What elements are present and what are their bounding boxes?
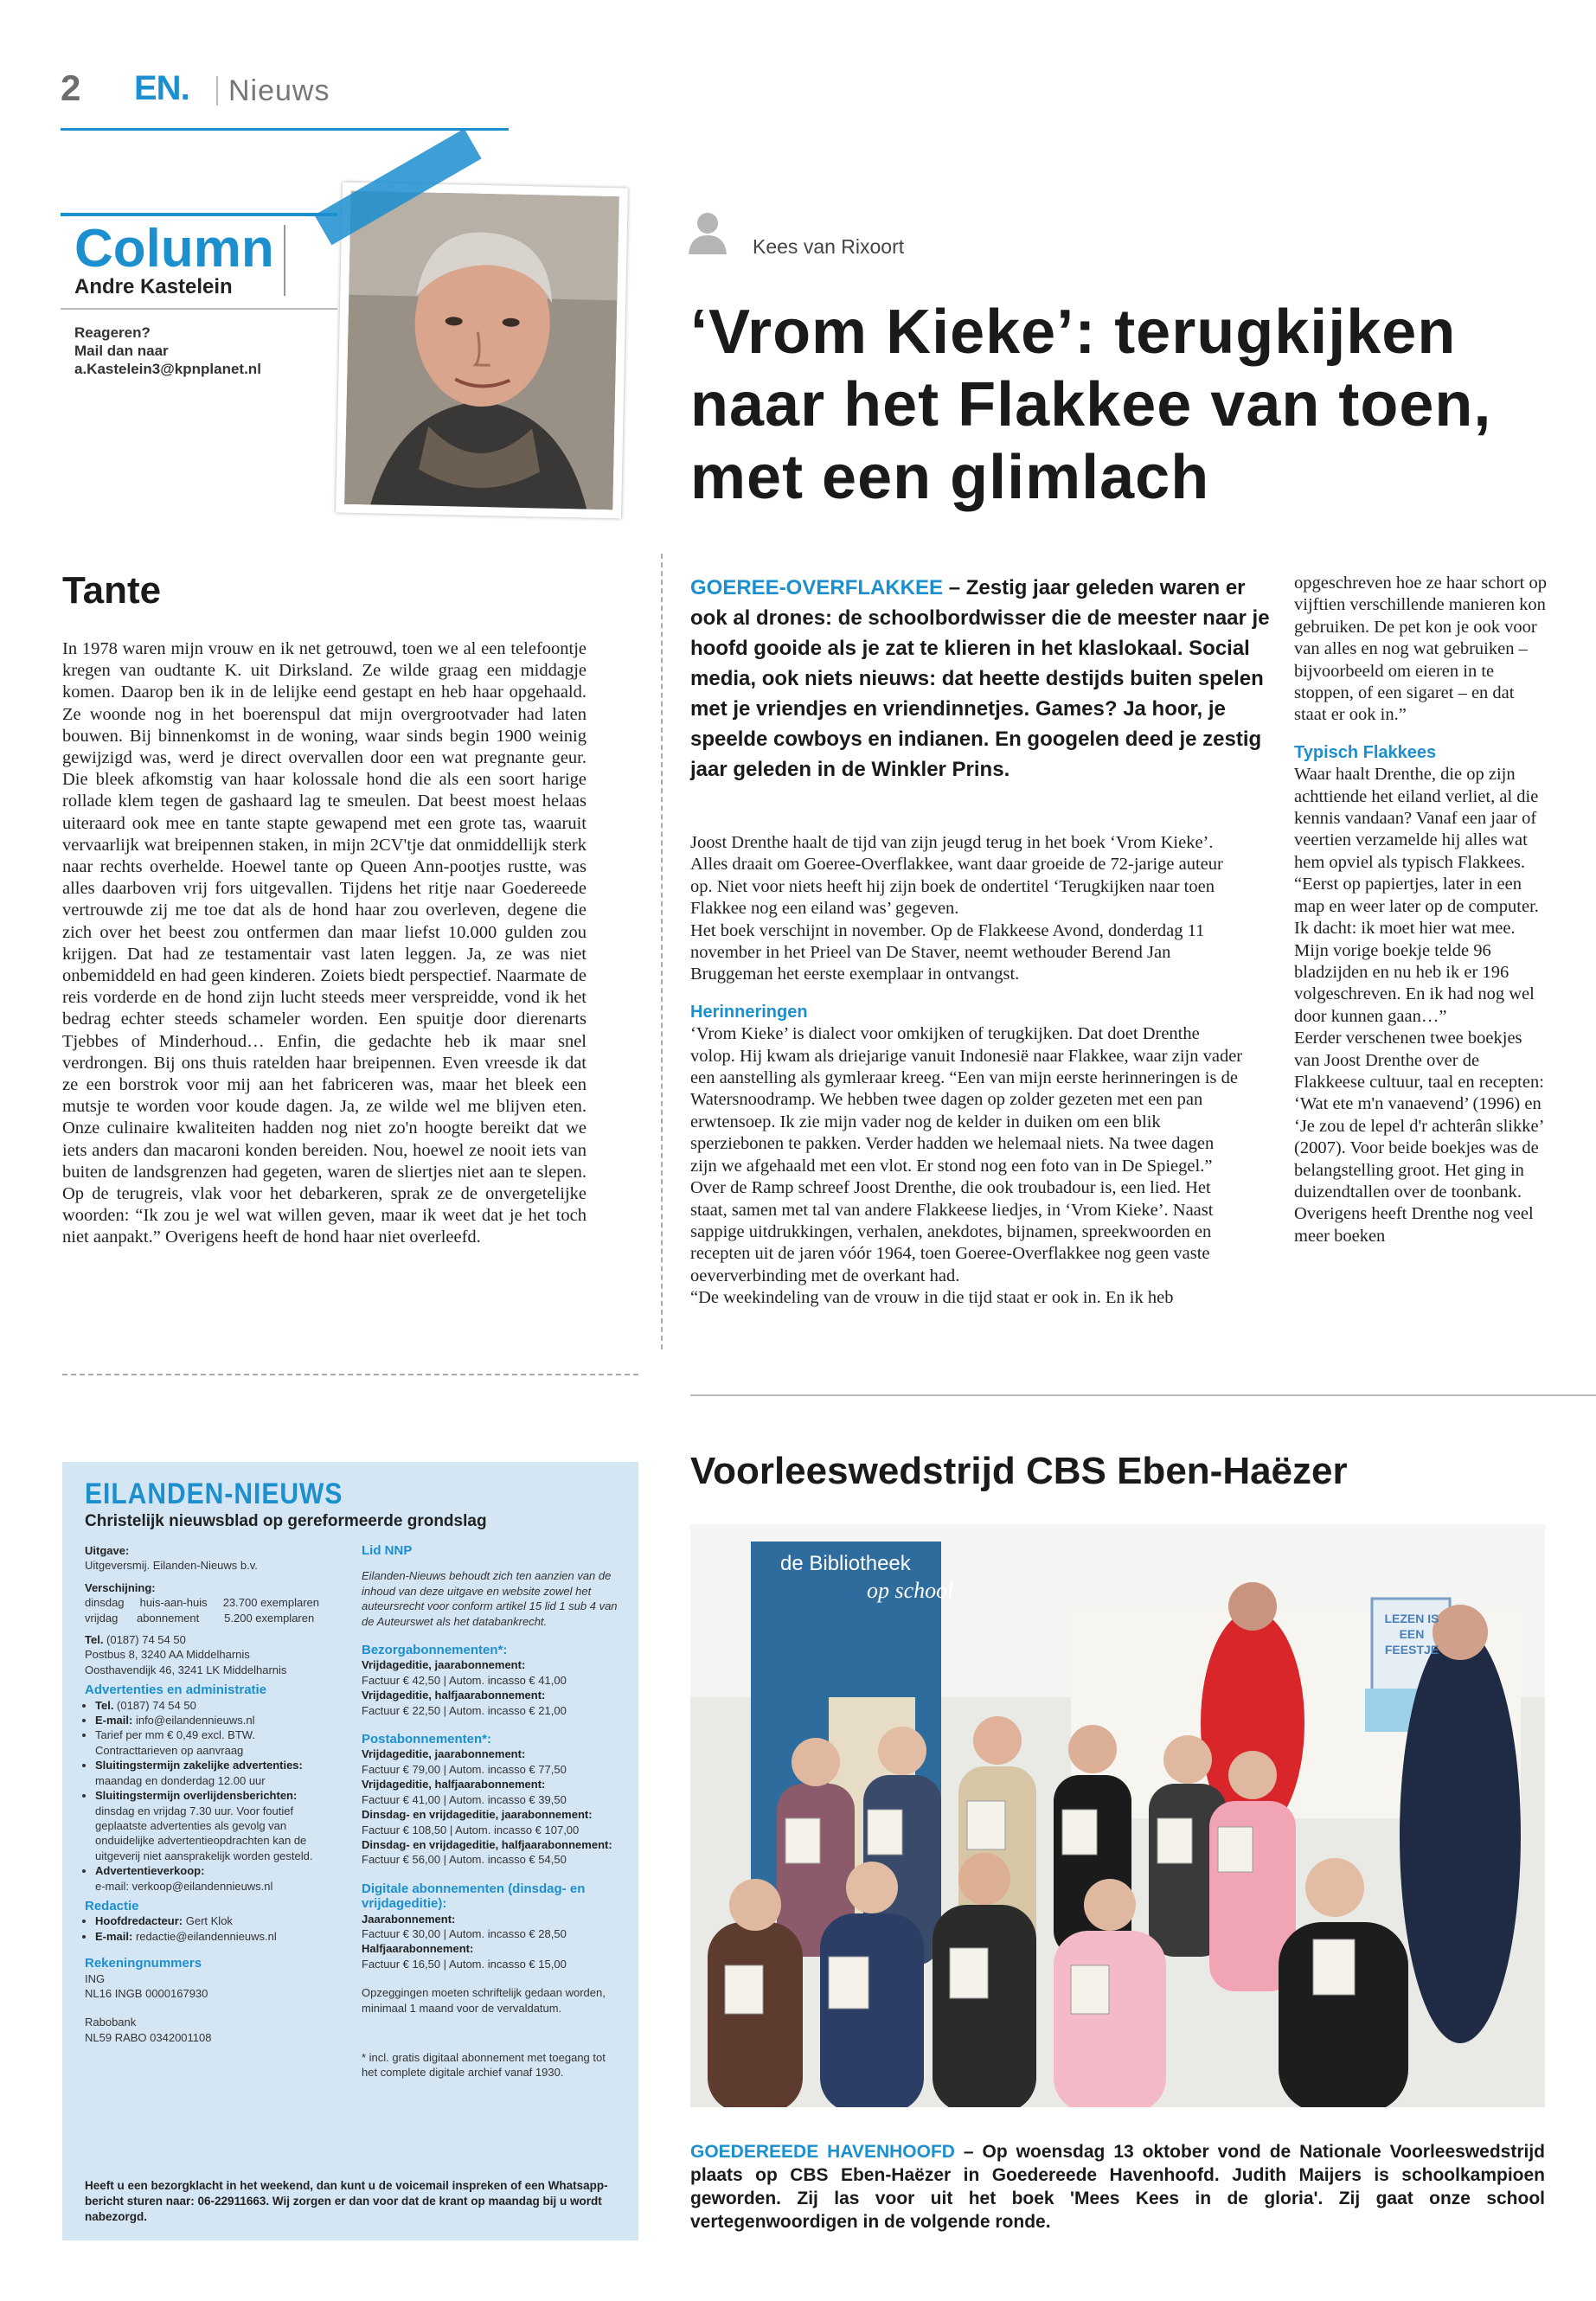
imprint-label: E-mail: bbox=[95, 1929, 133, 1943]
imprint-text: dinsdag huis-aan-huis 23.700 exemplaren bbox=[85, 1596, 320, 1610]
imprint-email[interactable]: redactie@eilandennieuws.nl bbox=[132, 1929, 277, 1943]
article-subhead: Typisch Flakkees bbox=[1294, 742, 1437, 762]
photo-article-title: Voorleeswedstrijd CBS Eben-Haëzer bbox=[690, 1450, 1348, 1492]
imprint-section-heading: Advertenties en administratie bbox=[85, 1682, 267, 1698]
page-number: 2 bbox=[61, 67, 81, 108]
article-paragraph: Waar haalt Drenthe, die op zijn achttiende het eiland verliet, al die kennis vandaan? Vanaf een jaar of veertien verzamelde hij alles wat hem opviel als typisch Flakkees. “Eerst op papiertjes, later in een map en weer later op de computer. Ik dacht: ik moet hier wat mee. Mijn vorige boekje telde 96 bladzijden en nu heb ik er 196 volgeschreven. En ik had nog wel door kunnen gaan…” bbox=[1294, 765, 1539, 1026]
left-separator bbox=[62, 1374, 638, 1375]
imprint-text: vrijdag abonnement 5.200 exemplaren bbox=[85, 1611, 315, 1625]
article-paragraph: Eerder verschenen twee boekjes van Joost Drenthe over de Flakkeese cultuur, taal en recepten: ‘Wat ete m'n vanaevend’ (1996) en ‘Je zou de lepel d'r achterân slikke’ (2007). Voor beide boekjes was de belangstelling groot. Het ging in duizendtallen over de toonbank. Overigens heeft Drenthe nog veel meer boeken bbox=[1294, 1029, 1544, 1246]
imprint-text: Factuur € 41,00 | Autom. incasso € 39,50 bbox=[362, 1792, 567, 1806]
header-separator bbox=[216, 76, 218, 106]
article-lead bbox=[690, 573, 1272, 785]
imprint-email[interactable]: info@eilandennieuws.nl bbox=[132, 1714, 255, 1727]
imprint-text: Postbus 8, 3240 AA Middelharnis bbox=[85, 1648, 250, 1662]
imprint-text: Factuur € 56,00 | Autom. incasso € 54,50 bbox=[362, 1853, 567, 1867]
imprint-label: Tel. bbox=[95, 1698, 114, 1712]
article-paragraph: Over de Ramp schreef Joost Drenthe, die ook troubadour is, een lied. Het staat, samen met tal van andere Flakkeese liedjes, in ‘Vrom Kieke’. Naast sappige uitdrukkingen, verhalen, anekdotes, bijnamen, spreekwoorden en recepten uit de jaren vóór 1964, toen Goeree-Overflakkee nog geen vaste oeververbinding met de overkant had. bbox=[690, 1178, 1214, 1285]
imprint-text: Oosthavendijk 46, 3241 LK Middelharnis bbox=[85, 1663, 287, 1676]
photo-poster-text: LEZEN IS EEN FEESTJE bbox=[1384, 1612, 1439, 1657]
imprint-section-heading: Redactie bbox=[85, 1898, 139, 1913]
column-paragraph: In 1978 waren mijn vrouw en ik net getrouwd, toen we al een telefoontje kregen van oudtante K. uit Dirksland. Ze wilde graag een middagje komen. Daarop ben ik in de lelijke eend gestapt en heb haar opgehaald. Ze woonde nog in het boerenspul dat mijn overgrootvader had laten bouwen. Bij binnenkomst in de woning, waar sinds begin 1900 weinig gewijzigd was, werd je direct overvallen door een wat pregnante geur. Die bleek afkomstig van haar kolossale hond die als een soort harige rollade klem tegen de gashaard lag te smeulen. Dat beest moest helaas uiteraard ook mee en tante stapte gewapend met een grote tas, waaruit vervaarlijk wat breipennen staken, in mijn 2CV'tje dat onmiddellijk sterk naar rechts overhelde. Hoewel tante op Queen Ann-pootjes rustte, was alles daarboven vrij fors uitgevallen. Tijdens het ritje naar Goedereede vertrouwde zij me toe dat als de hond haar zou overleven, degene die zich over het beest zou ontfermen dan maar liefst 10.000 gulden zou krijgen. Dat had ze testamentair vast laten leggen. Ja, ze was niet onbemiddeld en had geen kinderen. Zoiets biedt perspectief. Naarmate de reis vorderde en de hond zijn lucht steeds meer verspreidde, vond ik het bedrag echter steeds schameler worden. Een spuitje door dierenarts Tjebbes of Minderhoud… Enfin, die gedachte heb ik maar snel verdrongen. Bij ons thuis ratelden haar breipennen. Even vreesde ik dat ze een borstrok voor mij aan het fabriceren was, maar het bleek een mutsje te worden voor koude dagen. Ja, ze wilde wel me blijven eten. Onze culinaire kwaliteiten hadden nog niet zo'n hoogte bereikt dat we iets anders dan macaroni konden bereiden. Nou, hoewel ze nooit iets van buiten de landsgrenzen had gegeten, waren de sliertjes niet aan te slepen. Op de terugreis, vlak voor het debarkeren, sprak ze de onvergetelijke woorden: “Ik zou je wel wat willen geven, maar ik weet dat je het toch niet aanpakt.” Overigens heeft de hond haar niet overleefd. bbox=[62, 639, 586, 1247]
imprint-label: Vrijdageditie, halfjaarabonnement: bbox=[362, 1778, 546, 1791]
photo-caption bbox=[690, 2140, 1545, 2234]
article-paragraph: “De weekindeling van de vrouw in die tijd staat er ook in. En ik heb bbox=[690, 1288, 1174, 1308]
imprint-label: Advertentieverkoop: bbox=[95, 1864, 205, 1878]
imprint-label: Sluitingstermijn zakelijke advertenties: bbox=[95, 1759, 303, 1772]
lead-place: GOEREE-OVERFLAKKEE bbox=[690, 576, 944, 599]
imprint-section-heading: Bezorgabonnementen*: bbox=[362, 1643, 508, 1658]
imprint-text: Factuur € 22,50 | Autom. incasso € 21,00 bbox=[362, 1703, 567, 1717]
imprint-section-heading: Rekeningnummers bbox=[85, 1956, 202, 1971]
lead-text: – Zestig jaar geleden waren er ook al drones: de schoolbordwisser die de meester naar je hoofd gooide als je zat te klieren in het klaslokaal. Social media, ook niets nieuws: dat heette destijds buiten spelen met je vriendjes en vriendinnetjes. Games? Ja hoor, je speelde cowboys en indianen. En googelen deed je zestig jaar geleden in de Winkler Prins. bbox=[690, 576, 1270, 781]
imprint-text: Factuur € 42,50 | Autom. incasso € 41,00 bbox=[362, 1673, 567, 1687]
portrait-photo bbox=[344, 191, 619, 510]
group-photo bbox=[690, 1524, 1545, 2107]
article-author: Kees van Rixoort bbox=[753, 235, 905, 258]
column-rule bbox=[61, 308, 337, 310]
column-body bbox=[62, 638, 586, 1249]
imprint-label: Vrijdageditie, jaarabonnement: bbox=[362, 1658, 526, 1672]
column-react bbox=[74, 324, 325, 378]
imprint-text: Gert Klok bbox=[183, 1914, 233, 1928]
imprint-left-column bbox=[85, 1543, 344, 2045]
imprint-label: Vrijdageditie, jaarabonnement: bbox=[362, 1747, 526, 1761]
caption-text: – Op woensdag 13 oktober vond de Nationale Voorleeswedstrijd plaats op CBS Eben-Haëzer in Goedereede Havenhoofd. Judith Maijers is schoolkampioen geworden. Zij las voor uit het boek 'Mees Kees in de gloria'. Zij gaat onze school vertegenwoordigen in de volgende ronde. bbox=[690, 2142, 1545, 2232]
imprint-heading: Uitgave: bbox=[85, 1544, 130, 1557]
column-label: Column bbox=[74, 219, 274, 279]
article-subhead: Herinneringen bbox=[690, 1002, 808, 1022]
header-rule bbox=[61, 128, 509, 131]
article-paragraph: ‘Vrom Kieke’ is dialect voor omkijken of terugkijken. Dat doet Drenthe volop. Hij kwam als driejarige vanuit Indonesië naar Flakkee, waar zijn vader een aanstelling als gymleraar kreeg. “Een van mijn eerste herinneringen is de Watersnoodramp. We hebben twee dagen op zolder gezeten met een pan erwtensoep. Ik zie mijn vader nog de kelder in duiken om een blik sperziebonen te pakken. Verder hadden we helemaal niets. Na twee dagen zijn we afgehaald met een vlot. Er stond nog een foto van in De Spiegel.” bbox=[690, 1024, 1243, 1176]
column-divider bbox=[284, 225, 285, 296]
imprint-text: ING bbox=[85, 1971, 106, 1985]
section-label[interactable]: Nieuws bbox=[228, 74, 330, 107]
imprint-label: Tel. bbox=[85, 1633, 104, 1647]
imprint-text: Tarief per mm € 0,49 excl. BTW. bbox=[95, 1728, 255, 1742]
imprint-email[interactable]: e-mail: verkoop@eilandennieuws.nl bbox=[95, 1879, 273, 1893]
photo-sign-line1: de Bibliotheek bbox=[780, 1552, 911, 1575]
imprint-footer: Heeft u een bezorgklacht in het weekend, dan kunt u de voicemail inspreken of een Whatsapp-bericht sturen naar: 06-22911663. Wij zorgen er dan voor dat de krant op maandag bij u wordt nabezorgd. bbox=[85, 2179, 608, 2223]
imprint-heading: Verschijning: bbox=[85, 1580, 156, 1594]
imprint-text: dinsdag en vrijdag 7.30 uur. Voor foutief geplaatste advertenties als gevolg van onduidelijke advertentieopdrachten kan de uitgeverij niet aansprakelijk worden gesteld. bbox=[95, 1804, 313, 1862]
imprint-text: Eilanden-Nieuws behoudt zich ten aanzien van de inhoud van deze uitgave en website zowel het auteursrecht voor conform artikel 15 lid 1 sub 4 van de Auteurswet als het databankrecht. bbox=[362, 1569, 618, 1628]
imprint-text: Rabobank bbox=[85, 2016, 137, 2029]
imprint-text: NL16 INGB 0000167930 bbox=[85, 1986, 208, 2000]
imprint-text: Opzeggingen moeten schriftelijk gedaan worden, minimaal 1 maand voor de vervaldatum. bbox=[362, 1986, 606, 2015]
article-body bbox=[690, 832, 1244, 1310]
imprint-text: Contracttarieven op aanvraag bbox=[95, 1743, 244, 1757]
imprint-text: Factuur € 16,50 | Autom. incasso € 15,00 bbox=[362, 1957, 567, 1971]
photo-sign-line2: op school bbox=[867, 1578, 954, 1603]
imprint-section-heading: Postabonnementen*: bbox=[362, 1732, 492, 1747]
imprint-label: Dinsdag- en vrijdageditie, jaarabonnement: bbox=[362, 1808, 593, 1822]
imprint-text: Factuur € 108,50 | Autom. incasso € 107,00 bbox=[362, 1823, 580, 1836]
right-separator bbox=[690, 1394, 1596, 1396]
column-title: Tante bbox=[62, 569, 162, 612]
imprint-label: Dinsdag- en vrijdageditie, halfjaarabonnement: bbox=[362, 1837, 612, 1851]
imprint-section-heading: Digitale abonnementen (dinsdag- en vrijdageditie): bbox=[362, 1881, 586, 1912]
author-icon bbox=[689, 211, 727, 254]
imprint-text: (0187) 74 54 50 bbox=[103, 1633, 186, 1647]
column-separator bbox=[661, 554, 663, 1349]
imprint-text: maandag en donderdag 12.00 uur bbox=[95, 1773, 266, 1787]
imprint-label: Sluitingstermijn overlijdensberichten: bbox=[95, 1789, 298, 1803]
react-line: Mail dan naar bbox=[74, 343, 169, 359]
imprint-text: Factuur € 30,00 | Autom. incasso € 28,50 bbox=[362, 1926, 567, 1940]
imprint-right-column bbox=[362, 1543, 621, 2080]
imprint-note: * incl. gratis digitaal abonnement met toegang tot het complete digitale archief vanaf 1930. bbox=[362, 2050, 606, 2080]
imprint-text: NL59 RABO 0342001108 bbox=[85, 2030, 212, 2044]
imprint-label: Vrijdageditie, halfjaarabonnement: bbox=[362, 1689, 546, 1702]
author-portrait bbox=[336, 183, 628, 519]
imprint-label: Hoofdredacteur: bbox=[95, 1914, 183, 1928]
article-body-column-2 bbox=[1294, 573, 1547, 1247]
imprint-section-heading: Lid NNP bbox=[362, 1543, 413, 1558]
article-paragraph: Het boek verschijnt in november. Op de Flakkeese Avond, donderdag 11 november in het Prieel van De Staver, neemt wethouder Berend Jan Bruggeman het eerste exemplaar in ontvangst. bbox=[690, 920, 1205, 984]
imprint-label: E-mail: bbox=[95, 1714, 133, 1727]
imprint-text: Uitgeversmij. Eilanden-Nieuws b.v. bbox=[85, 1559, 258, 1573]
portrait-illustration bbox=[344, 191, 619, 510]
imprint-subtitle: Christelijk nieuwsblad op gereformeerde grondslag bbox=[85, 1512, 487, 1530]
column-author: Andre Kastelein bbox=[74, 275, 233, 298]
react-email[interactable]: a.Kastelein3@kpnplanet.nl bbox=[74, 361, 261, 377]
caption-place: GOEDEREEDE HAVENHOOFD bbox=[690, 2142, 955, 2162]
imprint-text: (0187) 74 54 50 bbox=[113, 1698, 196, 1712]
imprint-label: Jaarabonnement: bbox=[362, 1912, 456, 1926]
article-headline: ‘Vrom Kieke’: terugkijken naar het Flakkee van toen, met een glimlach bbox=[690, 298, 1492, 512]
imprint-label: Halfjaarabonnement: bbox=[362, 1942, 474, 1956]
article-paragraph: opgeschreven hoe ze haar schort op vijftien verschillende manieren kon gebruiken. De pet kon je ook voor van alles en nog wat gebruiken – bijvoorbeeld om eieren in te stoppen, of een sigaret – en dat staat er ook in.” bbox=[1294, 574, 1547, 725]
react-line: Reageren? bbox=[74, 324, 151, 341]
imprint-text: Factuur € 79,00 | Autom. incasso € 77,50 bbox=[362, 1762, 567, 1776]
imprint-logo: EILANDEN-NIEUWS bbox=[85, 1477, 343, 1510]
article-paragraph: Joost Drenthe haalt de tijd van zijn jeugd terug in het boek ‘Vrom Kieke’. Alles draait om Goeree-Overflakkee, want daar groeide de 72-jarige auteur op. Niet voor niets heeft hij zijn boek de ondertitel ‘Terugkijken naar toen Flakkee nog een eiland was’ gegeven. bbox=[690, 833, 1223, 919]
brand-logo[interactable]: EN. bbox=[134, 69, 189, 107]
